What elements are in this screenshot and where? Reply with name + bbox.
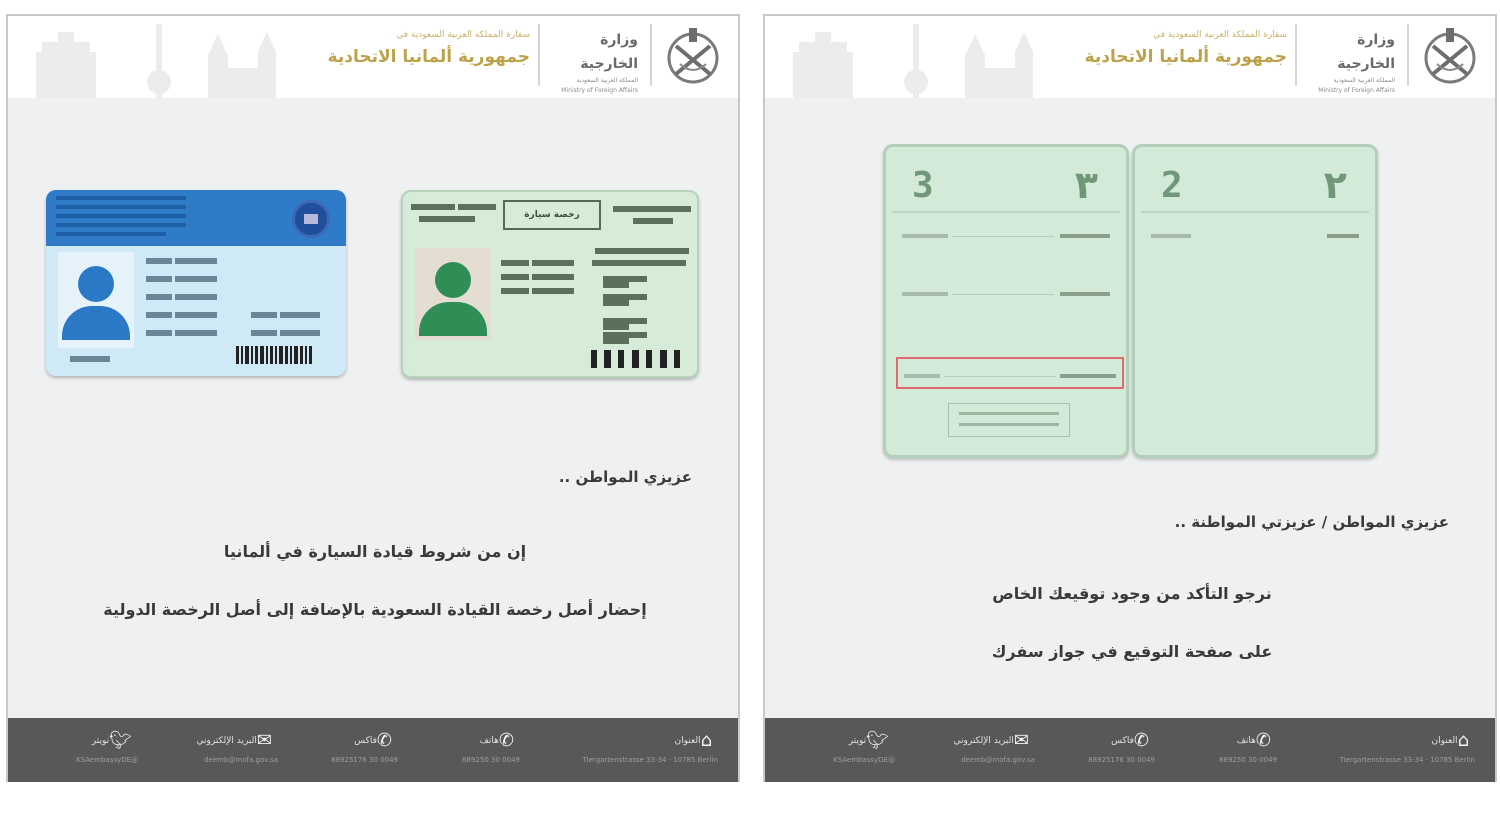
message-line-2: إحضار أصل رخصة القيادة السعودية بالإضافة إلى أصل الرخصة الدولية	[103, 600, 647, 619]
footer-phone	[1219, 730, 1277, 764]
barcode-icon	[236, 346, 312, 364]
footer-twitter	[76, 730, 138, 764]
country-line: جمهورية ألمانيا الاتحادية	[327, 47, 530, 67]
footer-fax	[1088, 730, 1155, 764]
passport-page-3	[883, 144, 1129, 458]
phone-label: هاتف	[1236, 735, 1256, 746]
footer-address	[1340, 730, 1475, 764]
embassy-header	[765, 16, 1495, 98]
greeting: عزيزي المواطن ..	[558, 468, 692, 486]
stamp-box	[948, 403, 1070, 437]
berlin-skyline-icon	[28, 24, 288, 98]
fax-phone-icon: ✆	[376, 729, 392, 751]
mofa-logo	[1301, 28, 1395, 94]
barcode-icon	[591, 350, 680, 368]
contact-footer	[8, 718, 738, 782]
divider	[1407, 24, 1409, 86]
saudi-emblem-icon	[662, 24, 724, 88]
mofa-logo	[544, 28, 638, 94]
home-icon: ⌂	[1457, 729, 1469, 751]
card-seal-icon	[292, 200, 330, 238]
mofa-calligraphy: وزارة الخارجية	[1337, 32, 1395, 72]
twitter-value[interactable]: @KSAembassyDE	[76, 755, 138, 764]
phone-icon: ✆	[498, 729, 514, 751]
org-line: سفارة المملكة العربية السعودية في	[396, 30, 530, 40]
message-line-1: نرجو التأكد من وجود توقيعك الخاص	[992, 584, 1272, 603]
embassy-name	[1027, 26, 1287, 70]
signature-field-highlight	[896, 357, 1124, 389]
message-line-2: على صفحة التوقيع في جواز سفرك	[991, 642, 1273, 661]
footer-email	[954, 730, 1036, 764]
divider	[538, 24, 540, 86]
mofa-sub-ar: المملكة العربية السعودية	[576, 77, 638, 84]
address-value: Tiergartenstrasse 33-34 · 10785 Berlin	[1339, 755, 1475, 764]
footer-email	[197, 730, 279, 764]
footer-twitter	[833, 730, 895, 764]
twitter-bird-icon: 🐦︎	[109, 729, 132, 751]
passport-pages-illustration	[883, 144, 1381, 460]
contact-footer	[765, 718, 1495, 782]
photo-placeholder	[415, 248, 491, 340]
footer-address	[583, 730, 718, 764]
twitter-label: تويتر	[848, 735, 867, 746]
phone-value[interactable]: 0049 30 889250	[1219, 755, 1277, 764]
page-number-arabic: ٢	[1323, 163, 1347, 207]
page-number-latin: 2	[1161, 165, 1183, 206]
org-line: سفارة المملكة العربية السعودية في	[1153, 30, 1287, 40]
embassy-header	[8, 16, 738, 98]
message-line-1: إن من شروط قيادة السيارة في ألمانيا	[223, 542, 527, 561]
person-body-icon	[419, 302, 487, 336]
fax-value: 0049 30 88925176	[331, 755, 398, 764]
phone-label: هاتف	[479, 735, 499, 746]
footer-fax	[331, 730, 398, 764]
email-label: البريد الإلكتروني	[196, 735, 257, 746]
page-number-arabic: ٣	[1074, 163, 1098, 207]
home-icon: ⌂	[700, 729, 712, 751]
fax-value: 0049 30 88925176	[1088, 755, 1155, 764]
passport-page-2	[1132, 144, 1378, 458]
mofa-calligraphy: وزارة الخارجية	[580, 32, 638, 72]
page-number-latin: 3	[912, 165, 934, 206]
email-value[interactable]: deemb@mofa.gov.sa	[961, 755, 1035, 764]
email-label: البريد الإلكتروني	[953, 735, 1014, 746]
mofa-sub-ar: المملكة العربية السعودية	[1333, 77, 1395, 84]
address-label: العنوان	[1431, 735, 1458, 746]
card-header-band	[46, 190, 346, 246]
phone-value[interactable]: 0049 30 889250	[462, 755, 520, 764]
footer-phone	[462, 730, 520, 764]
divider	[650, 24, 652, 86]
person-body-icon	[62, 306, 130, 340]
photo-placeholder	[58, 252, 134, 348]
saudi-emblem-icon	[1419, 24, 1481, 88]
greeting: عزيزي المواطن / عزيزتي المواطنة ..	[1174, 513, 1449, 531]
email-icon: ✉	[256, 729, 272, 751]
berlin-skyline-icon	[785, 24, 1045, 98]
twitter-label: تويتر	[91, 735, 110, 746]
twitter-bird-icon: 🐦︎	[866, 729, 889, 751]
phone-icon: ✆	[1255, 729, 1271, 751]
email-icon: ✉	[1013, 729, 1029, 751]
country-line: جمهورية ألمانيا الاتحادية	[1084, 47, 1287, 67]
saudi-driving-license-illustration	[401, 190, 699, 378]
address-label: العنوان	[674, 735, 701, 746]
mofa-sub-en: Ministry of Foreign Affairs	[1318, 87, 1395, 94]
person-head-icon	[78, 266, 114, 302]
twitter-value[interactable]: @KSAembassyDE	[833, 755, 895, 764]
embassy-name	[270, 26, 530, 70]
license-title: رخصة سيارة	[503, 200, 601, 230]
person-head-icon	[435, 262, 471, 298]
driving-license-notice-panel	[6, 14, 740, 782]
divider	[1295, 24, 1297, 86]
international-license-card-illustration	[46, 190, 346, 376]
fax-phone-icon: ✆	[1133, 729, 1149, 751]
email-value[interactable]: deemb@mofa.gov.sa	[204, 755, 278, 764]
fax-label: فاكس	[1111, 735, 1134, 746]
fax-label: فاكس	[354, 735, 377, 746]
passport-signature-notice-panel	[763, 14, 1497, 782]
address-value: Tiergartenstrasse 33-34 · 10785 Berlin	[582, 755, 718, 764]
mofa-sub-en: Ministry of Foreign Affairs	[561, 87, 638, 94]
